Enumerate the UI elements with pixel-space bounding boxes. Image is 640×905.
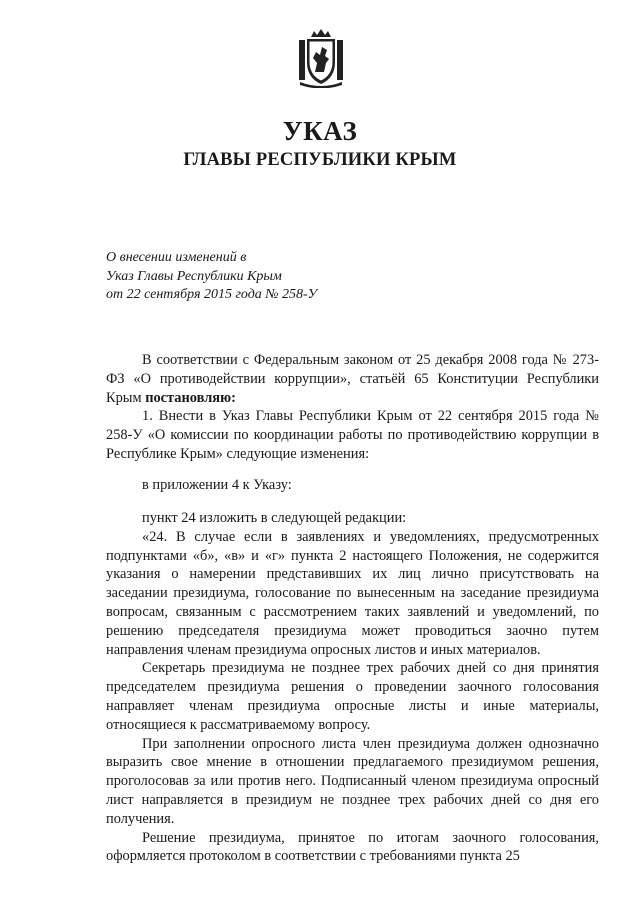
preamble-paragraph: [106, 351, 599, 407]
amendment-block: [106, 509, 599, 866]
document-title: УКАЗ: [282, 116, 358, 146]
preamble-text: В соответствии с Федеральным законом от 25 декабря 2008 года № 273-ФЗ «О противодействии коррупции», статьёй 65 Конституции Республики Крым: [106, 352, 599, 406]
document-subtitle: ГЛАВЫ РЕСПУБЛИКИ КРЫМ: [183, 150, 457, 170]
subject-line-1: О внесении изменений в: [106, 250, 247, 265]
subject-line-2: Указ Главы Республики Крым: [106, 268, 282, 284]
paragraph-ballot: При заполнении опросного листа член президиума должен однозначно выразить свое мнение в отношении предлагаемого президиумом решения, проголосовав за или против него. Подписанный членом президиума опросный лист направляется в президиум не позднее трех рабочих дней со дня его получения.: [106, 735, 599, 827]
paragraph-24: «24. В случае если в заявлениях и уведомлениях, предусмотренных подпунктами «б», «в» и «г» пункта 2 настоящего Положения, не содержится указания о намерении представивших их лиц лично присутствовать на заседании президиума, голосование по вынесенным на заседание президиума вопросам, связанным с рассмотрением таких заявлений и уведомлений, по решению председателя президиума может проводиться заочно путем направления членам президиума опросных листов и иных материалов.: [106, 528, 599, 658]
item-1: [106, 407, 599, 463]
annex-text: в приложении 4 к Указу:: [142, 477, 292, 493]
crimea-coat-of-arms-icon: [296, 28, 346, 88]
paragraph-decision: Решение президиума, принятое по итогам заочного голосования, оформляется протоколом в соответствии с требованиями пункта 25: [106, 829, 599, 865]
decree-keyword: постановляю:: [145, 389, 236, 406]
subject-line-3: от 22 сентября 2015 года № 258-У: [106, 287, 318, 302]
item-1-text: 1. Внести в Указ Главы Республики Крым от 22 сентября 2015 года № 258-У «О комиссии по координации работы по противодействию коррупции в Республике Крым» следующие изменения:: [106, 408, 599, 462]
preamble: [106, 351, 599, 407]
decree-subject: [106, 249, 317, 305]
point-intro: пункт 24 изложить в следующей редакции:: [142, 510, 407, 526]
annex-line: [106, 476, 599, 495]
paragraph-secretary: Секретарь президиума не позднее трех рабочих дней со дня принятия председателем президиума решения о проведении заочного голосования направляет членам президиума опросные листы и иные материалы, относящиеся к рассматриваемому вопросу.: [106, 660, 599, 733]
